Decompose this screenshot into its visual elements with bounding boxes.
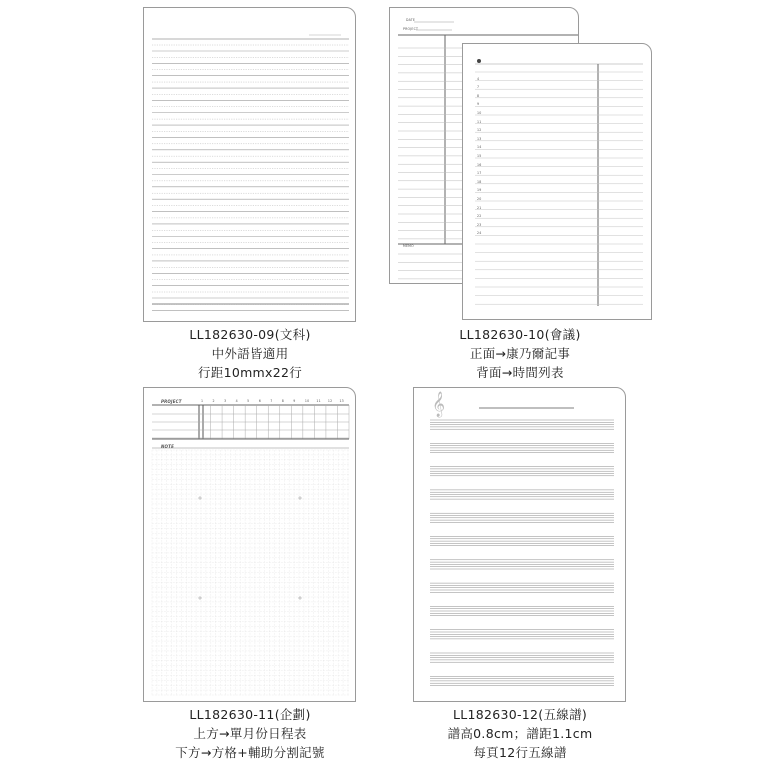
- time-number: 19: [477, 188, 482, 193]
- time-number: 8: [477, 93, 480, 98]
- month-number: 3: [224, 399, 227, 403]
- notebook-page-music-staff: [413, 387, 626, 702]
- time-number: 9: [477, 102, 480, 107]
- time-number: 18: [477, 179, 482, 184]
- time-number: 21: [477, 205, 482, 210]
- time-number: 14: [477, 145, 482, 150]
- month-number: 11: [316, 399, 321, 403]
- project-label: PROJECT: [403, 27, 419, 31]
- time-number: 24: [477, 231, 482, 236]
- time-number: 4: [477, 76, 480, 81]
- caption-10-title: LL182630-10(會議): [459, 327, 581, 342]
- music-staves: [414, 388, 627, 703]
- caption-11-title: LL182630-11(企劃): [189, 707, 311, 722]
- notebook-page-planning: [143, 387, 356, 702]
- treble-clef-icon: 𝄞: [432, 392, 446, 417]
- planning-grid: [144, 388, 357, 703]
- month-number: 8: [281, 399, 284, 403]
- time-number: 20: [477, 197, 482, 201]
- caption-10-line2: 正面→康乃爾記事: [469, 346, 571, 361]
- clock-icon: [477, 59, 481, 63]
- month-number: 12: [327, 399, 333, 403]
- caption-12-title: LL182630-12(五線譜): [452, 707, 588, 722]
- caption-11-line2: 上方→單月份日程表: [193, 726, 307, 741]
- ruled-lines: [144, 8, 357, 323]
- caption-12-line3: 每頁12行五線譜: [473, 745, 567, 760]
- month-number: 2: [212, 399, 215, 403]
- month-number: 10: [304, 399, 310, 403]
- time-number: 17: [477, 171, 482, 176]
- caption-09-title: LL182630-09(文科): [189, 327, 311, 342]
- date-label: DATE: [406, 18, 416, 22]
- caption-10-line3: 背面→時間列表: [476, 365, 564, 380]
- caption-09-line3: 行距10mmx22行: [197, 365, 303, 380]
- time-number: 13: [477, 136, 482, 141]
- month-number: 7: [270, 399, 273, 403]
- note-label: NOTE: [161, 444, 175, 449]
- caption-12: [400, 705, 640, 762]
- time-number: 10: [477, 111, 482, 115]
- time-number: 16: [477, 162, 482, 167]
- month-number: 4: [235, 399, 238, 403]
- time-number: 7: [477, 85, 480, 90]
- time-list-lines: [463, 44, 653, 321]
- month-number: 13: [339, 399, 344, 403]
- time-number: 12: [477, 128, 482, 133]
- month-number: 5: [247, 399, 250, 403]
- caption-11-line3: 下方→方格+輔助分割記號: [175, 745, 325, 760]
- caption-09-line2: 中外語皆適用: [211, 346, 289, 361]
- time-number: 11: [477, 119, 482, 124]
- notebook-page-lined: [143, 7, 356, 322]
- month-number: 6: [258, 399, 261, 403]
- memo-label: MEMO: [403, 244, 414, 248]
- month-number: 9: [293, 399, 296, 403]
- caption-09: [130, 325, 370, 382]
- time-number: 15: [477, 154, 482, 158]
- month-number: 1: [201, 399, 204, 403]
- caption-11: [130, 705, 370, 762]
- notebook-page-timelist: [462, 43, 652, 320]
- project-label: PROJECT: [161, 399, 182, 404]
- caption-12-line2: 譜高0.8cm；譜距1.1cm: [447, 726, 593, 741]
- caption-10: [400, 325, 640, 382]
- time-number: 22: [477, 214, 482, 219]
- time-number: 23: [477, 222, 482, 227]
